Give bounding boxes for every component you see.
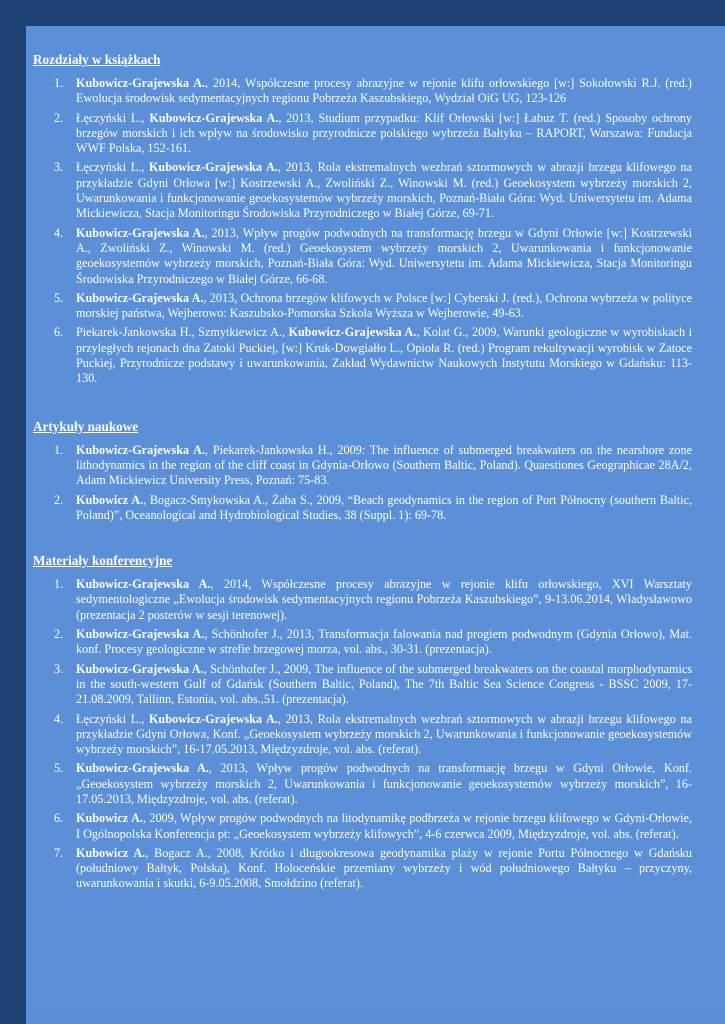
- bottom-strip: [26, 1012, 725, 1024]
- section-book-chapters: [33, 52, 692, 387]
- item-author: Kubowicz-Grajewska A.: [76, 290, 204, 305]
- item-number: 6.: [54, 811, 64, 826]
- list-item: [33, 712, 692, 758]
- item-coauthors: Łęczyński L.,: [76, 160, 149, 175]
- item-number: 4.: [54, 225, 64, 240]
- list-item: [33, 160, 692, 221]
- item-citation: , 2014, Współczesne procesy abrazyjne w rejonie klifu orłowskiego, XVI Warsztaty sedymentologiczne „Ewolucja środowisk sedymentacyjnych regionu Pobrzeża Kaszubskiego”, 9-13.06.2014, Władysławowo (prezentacja 2 posterów w sesji terenowej).: [76, 577, 692, 622]
- item-author: Kubowicz-Grajewska A.: [288, 325, 417, 340]
- item-number: 7.: [54, 845, 64, 860]
- item-citation: , 2013, Rola ekstremalnych wezbrań sztormowych w abrazji brzegu klifowego na przykładzie Gdyni Orłowa, Konf. „Geoekosystem wybrzeży morskich 2, Uwarunkowania i funkcjonowanie geoekosystemów wybrzeży morskich”, 16-17.05.2013, Międzyzdroje, vol. abs. (referat).: [76, 711, 692, 757]
- item-author: Kubowicz-Grajewska A.: [76, 225, 205, 240]
- item-number: 3.: [54, 160, 64, 175]
- item-number: 1.: [54, 76, 64, 90]
- item-citation: , 2013, Rola ekstremalnych wezbrań sztormowych w abrazji brzegu klifowego na przykładzie Gdyni Orłowa [w:] Kostrzewski A., Zwoliński Z., Winowski M. (red.) Geoekosystem wybrzeży morskich 2, Uwarunkowania i funkcjonowanie geoekosystemów wybrzeży morskich, Poznań-Biała Góra: Wyd. Uniwersytetu im. Adama Mickiewicza, Stacja Monitoringu Środowiska Przyrodniczego w Białej Górze, 69-71.: [76, 160, 692, 221]
- item-citation: , 2013, Wpływ progów podwodnych na transformację brzegu w Gdyni Orłowie, Konf. „Geoekosystem wybrzeży morskich 2, Uwarunkowania i funkcjonowanie geoekosystemów wybrzeży morskich”, 16-17.05.2013, Międzyzdroje, vol. abs. (referat).: [76, 761, 692, 806]
- item-citation: , 2013, Wpływ progów podwodnych na transformację brzegu w Gdyni Orłowie [w:] Kostrzewski A., Zwoliński Z., Winowski M. (red.) Geoekosystem wybrzeży morskich 2, Uwarunkowania i funkcjonowanie geoekosystemów wybrzeży morskich, Poznań-Biała Góra: Wyd. Uniwersytetu im. Adama Mickiewicza, Stacja Monitoringu Środowiska Przyrodniczego w Białej Górze, 66-68.: [76, 225, 692, 286]
- section-title: Materiały konferencyjne: [33, 553, 173, 569]
- item-author: Kubowicz-Grajewska A.: [76, 577, 211, 592]
- list-item: [33, 662, 692, 708]
- list-item: [33, 443, 692, 489]
- item-author: Kubowicz-Grajewska A.: [76, 76, 206, 90]
- item-author: Kubowicz-Grajewska A.: [148, 160, 278, 175]
- item-coauthors: Łęczyński L.,: [76, 110, 150, 125]
- item-citation: , Bogacz-Smykowska A., Żaba S., 2009, “Beach geodynamics in the region of Port Północny (southern Baltic, Poland)”, Oceanological and Hydrobiological Studies, 38 (Suppl. 1): 69-78.: [76, 492, 692, 522]
- section-title: Artykuły naukowe: [33, 418, 139, 434]
- list-item: [33, 811, 692, 842]
- item-author: Kubowicz A.: [76, 492, 144, 507]
- item-citation: , Bogacz A., 2008, Krótko i długookresowa geodynamika plaży w rejonie Portu Północnego w Gdańsku (południowy Bałtyk, Polska), Konf. Holoceńskie przemiany wybrzeży i wód południowego Bałtyku – przyczyny, uwarunkowania i skutki, 6-9.05.2008, Smołdzino (referat).: [76, 845, 692, 891]
- item-author: Kubowicz-Grajewska A.: [149, 110, 279, 125]
- item-citation: , Piekarek-Jankowska H., 2009: The influence of submerged breakwaters on the nearshore zone lithodynamics in the region of the cliff coast in Gdynia-Orłowo (Southern Baltic, Poland). Quaestiones Geographicae 28A/2, Adam Mickiewicz University Press, Poznań: 75-83.: [76, 442, 692, 488]
- item-number: 1.: [54, 577, 64, 592]
- item-coauthors: Łęczyński L.,: [76, 711, 149, 726]
- item-number: 2.: [54, 110, 64, 125]
- item-number: 5.: [54, 761, 64, 776]
- item-author: Kubowicz-Grajewska A.: [148, 711, 278, 726]
- document-body: [33, 52, 692, 896]
- item-author: Kubowicz-Grajewska A.: [76, 661, 204, 676]
- publication-list: [33, 443, 692, 523]
- item-author: Kubowicz-Grajewska A.: [76, 627, 205, 642]
- list-item: [33, 846, 692, 892]
- list-item: [33, 226, 692, 287]
- item-number: 1.: [54, 442, 64, 457]
- publication-list: [33, 76, 692, 387]
- item-citation: , 2014, Współczesne procesy abrazyjne w rejonie klifu orłowskiego [w:] Sokołowski R.J. (red.) Ewolucja środowisk sedymentacyjnych regionu Pobrzeża Kaszubskiego, Wydział OiG UG, 123-126: [76, 76, 692, 106]
- item-number: 3.: [54, 661, 64, 676]
- item-number: 2.: [54, 627, 64, 642]
- left-border-bar: [0, 0, 26, 1024]
- item-citation: , Kolat G., 2009, Warunki geologiczne w wyrobiskach i przyległych rejonach dna Zatoki Puckiej, [w:] Kruk-Dowgiałło L., Opioła R. (red.) Program rekultywacji wyrobisk w Zatoce Puckiej, Przyrodnicze podstawy i uwarunkowania, Zakład Wydawnictw Naukowych Instytutu Morskiego w Gdańsku: 113-130.: [76, 325, 692, 386]
- item-citation: , Schönhofer J., 2013, Transformacja falowania nad progiem podwodnym (Gdynia Orłowo), Mat. konf. Procesy geologiczne w strefie brzegowej morza, vol. abs., 30-31. (prezentacja).: [76, 627, 692, 657]
- list-item: [33, 761, 692, 807]
- list-item: [33, 111, 692, 157]
- item-author: Kubowicz-Grajewska A.: [76, 442, 206, 457]
- section-scientific-articles: [33, 419, 692, 523]
- list-item: [33, 493, 692, 524]
- list-item: [33, 627, 692, 658]
- top-border-bar: [0, 0, 725, 26]
- list-item: [33, 325, 692, 386]
- item-author: Kubowicz A.: [76, 845, 146, 860]
- item-citation: , Schönhofer J., 2009, The influence of the submerged breakwaters on the coastal morphodynamics in the south-western Gulf of Gdańsk (Southern Baltic, Poland), The 7th Baltic Sea Science Congress - BSSC 2009, 17-21.08.2009, Tallinn, Estonia, vol. abs.,51. (prezentacja).: [76, 661, 692, 707]
- item-coauthors: Piekarek-Jankowska H., Szmytkiewicz A.,: [76, 325, 289, 340]
- item-number: 2.: [54, 492, 64, 507]
- list-item: [33, 76, 692, 107]
- section-title: Rozdziały w książkach: [33, 52, 161, 67]
- item-citation: , 2013, Ochrona brzegów klifowych w Polsce [w:] Cyberski J. (red.), Ochrona wybrzeża w polityce morskiej państwa, Wejherowo: Kaszubsko-Pomorska Szkoła Wyższa w Wejherowie, 49-63.: [76, 290, 692, 321]
- item-number: 4.: [54, 711, 64, 726]
- item-citation: , 2009, Wpływ progów podwodnych na litodynamikę podbrzeża w rejonie brzegu klifowego w Gdyni-Orłowie, I Ogólnopolska Konferencja pt: „Geoekosystem wybrzeży klifowych”, 4-6 czerwca 2009, Międzyzdroje, vol. abs. (referat).: [76, 811, 693, 841]
- list-item: [33, 291, 692, 322]
- section-conference-materials: [33, 553, 692, 892]
- item-number: 6.: [54, 325, 64, 340]
- item-number: 5.: [54, 290, 64, 305]
- item-author: Kubowicz-Grajewska A.: [76, 761, 209, 776]
- publication-list: [33, 577, 692, 892]
- list-item: [33, 577, 692, 623]
- item-author: Kubowicz A.: [76, 811, 143, 826]
- item-citation: , 2013, Studium przypadku: Klif Orłowski [w:] Łabuz T. (red.) Sposoby ochrony brzegów morskich i ich wpływ na środowisko przyrodnicze polskiego wybrzeża Bałtyku – RAPORT, Warszawa: Fundacja WWF Polska, 152-161.: [76, 110, 692, 156]
